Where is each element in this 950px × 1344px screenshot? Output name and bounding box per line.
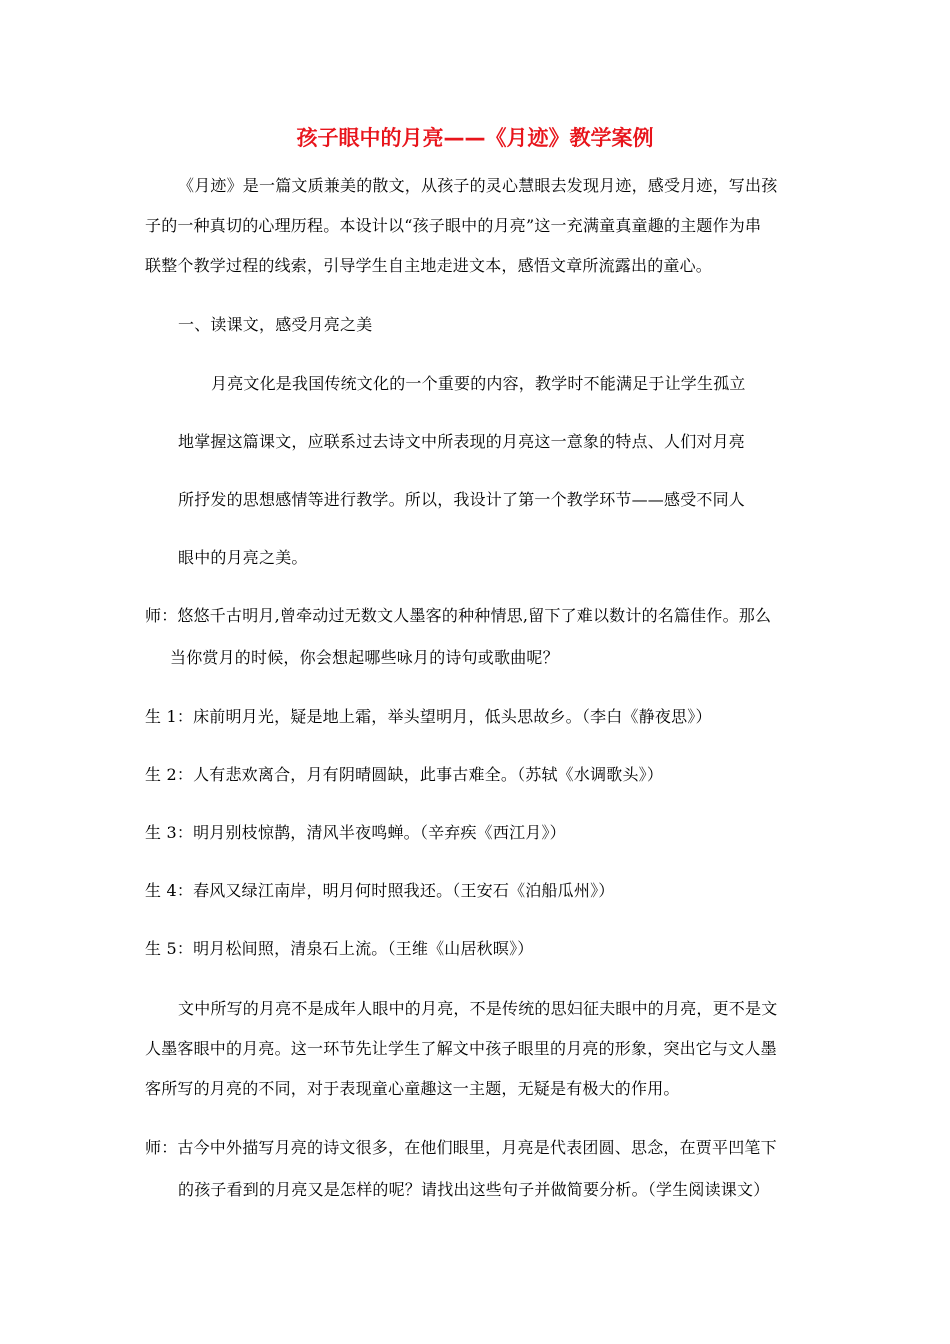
paragraph-line: 地掌握这篇课文，应联系过去诗文中所表现的月亮这一意象的特点、人们对月亮 — [178, 432, 746, 451]
document-title: 孩子眼中的月亮——《月迹》教学案例 — [296, 126, 654, 150]
paragraph-line: 子的一种真切的心理历程。本设计以“孩子眼中的月亮”这一充满童真童趣的主题作为串 — [145, 216, 762, 235]
dialogue-line: 生 5：明月松间照，清泉石上流。（王维《山居秋暝》） — [145, 939, 534, 958]
paragraph-line: 所抒发的思想感情等进行教学。所以，我设计了第一个教学环节——感受不同人 — [178, 490, 746, 509]
paragraph-line: 眼中的月亮之美。 — [178, 548, 308, 567]
section-heading: 一、读课文，感受月亮之美 — [178, 315, 373, 334]
dialogue-line: 师：古今中外描写月亮的诗文很多，在他们眼里，月亮是代表团圆、思念，在贾平凹笔下 — [145, 1138, 777, 1157]
paragraph-line: 《月迹》是一篇文质兼美的散文，从孩子的灵心慧眼去发现月迹，感受月迹，写出孩 — [178, 176, 778, 195]
dialogue-line: 的孩子看到的月亮又是怎样的呢？请找出这些句子并做简要分析。（学生阅读课文） — [178, 1180, 770, 1199]
dialogue-line: 生 1：床前明月光，疑是地上霜，举头望明月，低头思故乡。（李白《静夜思》） — [145, 707, 712, 726]
dialogue-line: 生 2：人有悲欢离合，月有阴晴圆缺，此事古难全。（苏轼《水调歌头》） — [145, 765, 664, 784]
paragraph-line: 文中所写的月亮不是成年人眼中的月亮，不是传统的思妇征夫眼中的月亮，更不是文 — [178, 999, 778, 1018]
paragraph-line: 月亮文化是我国传统文化的一个重要的内容，教学时不能满足于让学生孤立 — [211, 374, 746, 393]
paragraph-line: 客所写的月亮的不同，对于表现童心童趣这一主题，无疑是有极大的作用。 — [145, 1079, 680, 1098]
dialogue-line: 生 4：春风又绿江南岸，明月何时照我还。（王安石《泊船瓜州》） — [145, 881, 615, 900]
paragraph-line: 人墨客眼中的月亮。这一环节先让学生了解文中孩子眼里的月亮的形象，突出它与文人墨 — [145, 1039, 777, 1058]
paragraph-line: 联整个教学过程的线索，引导学生自主地走进文本，感悟文章所流露出的童心。 — [145, 256, 713, 275]
dialogue-line: 当你赏月的时候，你会想起哪些咏月的诗句或歌曲呢？ — [170, 648, 559, 667]
dialogue-line: 师：悠悠千古明月,曾牵动过无数文人墨客的种种情思,留下了难以数计的名篇佳作。那么 — [145, 606, 772, 625]
dialogue-line: 生 3：明月别枝惊鹊，清风半夜鸣蝉。（辛弃疾《西江月》） — [145, 823, 566, 842]
